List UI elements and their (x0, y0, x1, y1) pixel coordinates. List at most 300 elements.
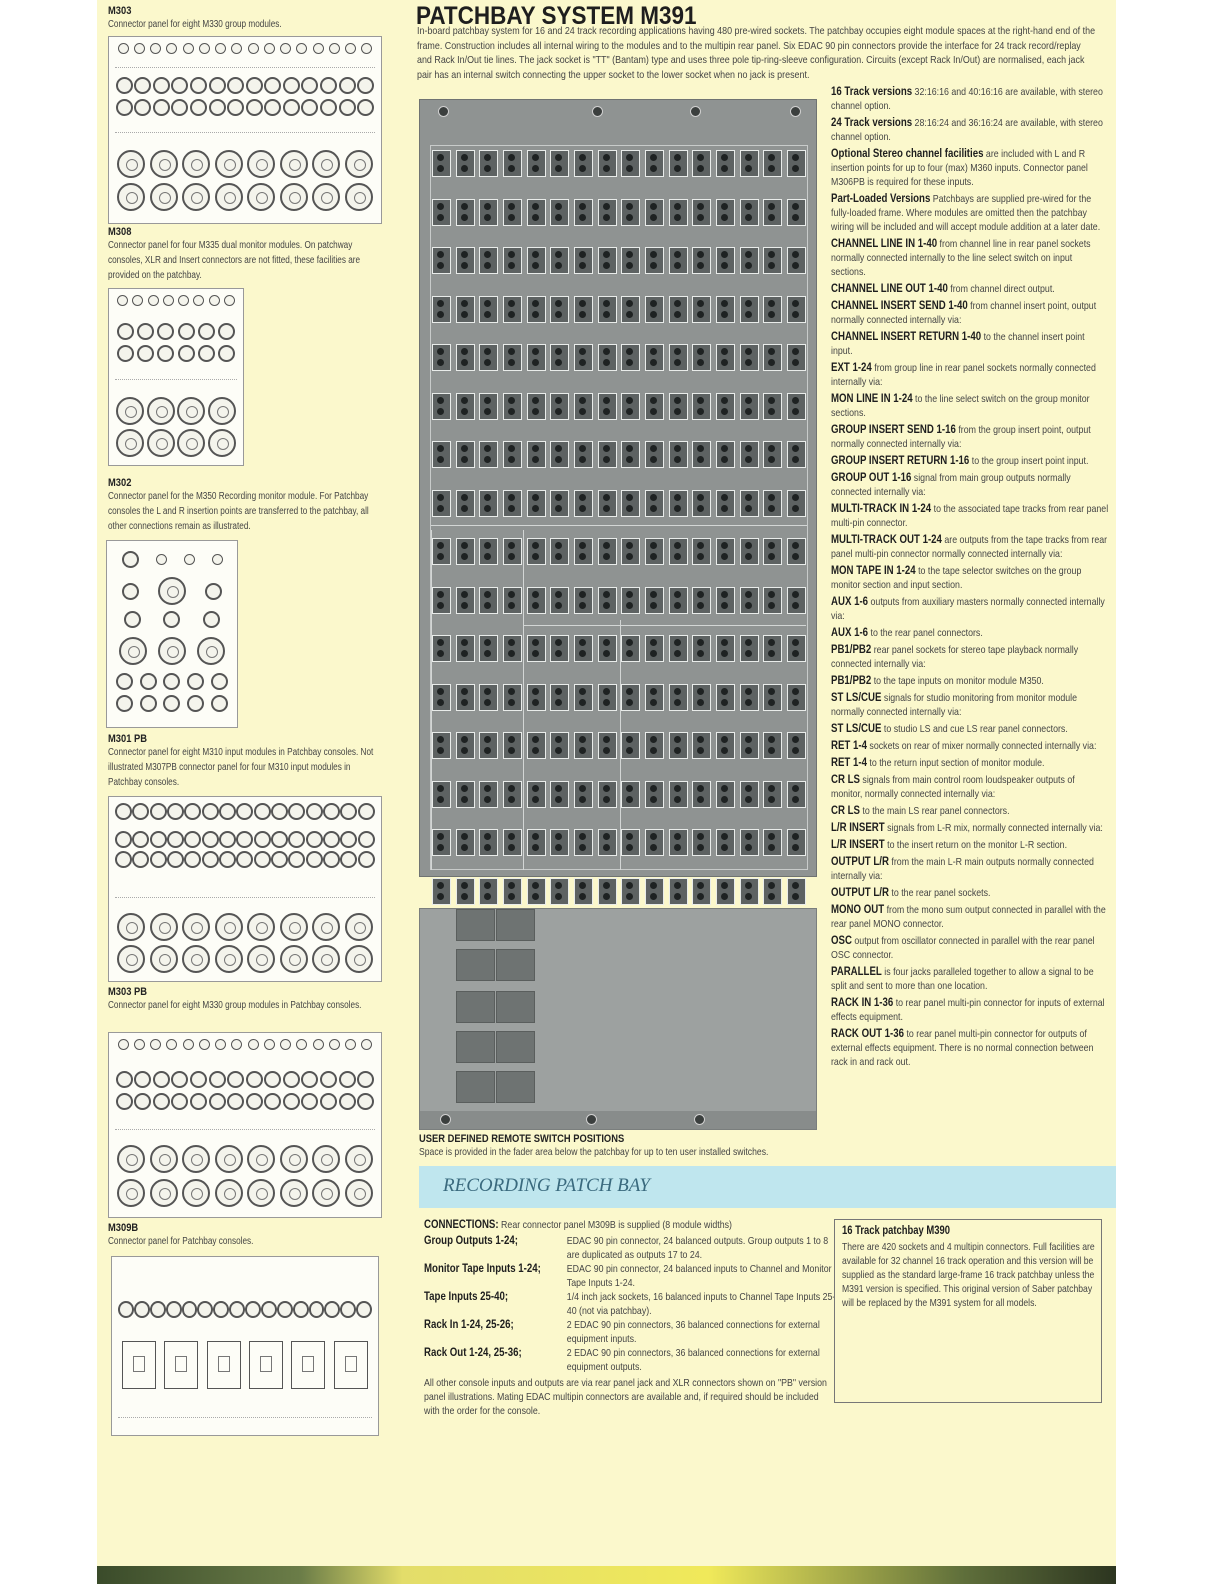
jack-row (432, 344, 806, 378)
jack-socket (716, 781, 735, 808)
jack-socket (527, 490, 546, 517)
definition-term: OUTPUT L/R (831, 856, 889, 868)
definition-item (831, 282, 1108, 296)
jack-socket (574, 829, 593, 856)
definition-text: signals from L-R mix, normally connected internally via: (887, 822, 1103, 834)
jack-socket (479, 829, 498, 856)
jack-socket (692, 150, 711, 177)
jack-socket (669, 247, 688, 274)
jack-socket (763, 878, 782, 905)
patchbay-photo (419, 99, 817, 877)
jack-socket (432, 781, 451, 808)
definition-item (831, 1027, 1108, 1069)
definition-item (831, 773, 1108, 801)
connection-label: Tape Inputs 25-40; (424, 1291, 509, 1303)
definition-term: CR LS (831, 805, 860, 817)
m301pb-block (108, 733, 380, 790)
jack-socket (787, 150, 806, 177)
definition-term: RACK IN 1-36 (831, 997, 894, 1009)
jack-socket (527, 150, 546, 177)
connection-text: 1/4 inch jack sockets, 16 balanced inputs to Channel Tape Inputs 25-40 (not via patchbay). (566, 1291, 836, 1317)
jack-socket (621, 393, 640, 420)
definition-item (831, 722, 1108, 736)
jack-socket (692, 732, 711, 759)
bottom-photo-strip (97, 1566, 1116, 1584)
jack-socket (503, 684, 522, 711)
connections-heading: CONNECTIONS: (424, 1219, 499, 1231)
jack-socket (479, 587, 498, 614)
jack-socket (787, 684, 806, 711)
jack-socket (456, 199, 475, 226)
jack-socket (598, 635, 617, 662)
jack-socket (669, 150, 688, 177)
m390-title: 16 Track patchbay M390 (842, 1225, 950, 1237)
definition-item (831, 643, 1108, 671)
definition-item (831, 838, 1108, 852)
m302-block (108, 477, 380, 534)
definitions-list (831, 85, 1108, 1072)
jack-socket (550, 732, 569, 759)
jack-socket (527, 199, 546, 226)
jack-socket (503, 878, 522, 905)
jack-row (432, 296, 806, 330)
jack-socket (740, 635, 759, 662)
jack-socket (669, 732, 688, 759)
jack-socket (550, 490, 569, 517)
connection-label: Group Outputs 1-24; (424, 1235, 518, 1247)
definition-item (831, 192, 1108, 234)
jack-socket (550, 150, 569, 177)
jack-socket (527, 538, 546, 565)
m301pb-title: M301 PB (108, 733, 147, 745)
definition-term: PARALLEL (831, 966, 882, 978)
jack-socket (432, 829, 451, 856)
jack-socket (503, 344, 522, 371)
jack-row (432, 247, 806, 281)
jack-socket (479, 247, 498, 274)
definition-text: rear panel sockets for stereo tape playback normally connected internally via: (831, 644, 1079, 670)
jack-row (432, 441, 806, 475)
jack-socket (692, 684, 711, 711)
m303-desc: Connector panel for eight M330 group modules. (108, 19, 282, 30)
jack-socket (503, 587, 522, 614)
jack-socket (479, 684, 498, 711)
jack-socket (692, 781, 711, 808)
m302-desc: Connector panel for the M350 Recording monitor module. For Patchbay consoles the L and R insertion points are transferred to the patchbay, all other connections remain as illustrated. (108, 491, 369, 532)
definition-term: L/R INSERT (831, 839, 885, 851)
definition-text: output from oscillator connected in parallel with the rear panel OSC connector. (831, 935, 1095, 961)
jack-socket (692, 538, 711, 565)
jack-socket (645, 296, 664, 323)
jack-socket (763, 829, 782, 856)
definition-item (831, 471, 1108, 499)
jack-socket (574, 490, 593, 517)
connection-text: 2 EDAC 90 pin connectors, 36 balanced connections for external equipment outputs. (566, 1347, 820, 1373)
jack-socket (456, 781, 475, 808)
definition-item (831, 996, 1108, 1024)
definition-item (831, 502, 1108, 530)
jack-socket (621, 538, 640, 565)
jack-socket (645, 441, 664, 468)
jack-socket (716, 150, 735, 177)
definition-term: CHANNEL INSERT SEND 1-40 (831, 300, 968, 312)
jack-socket (598, 829, 617, 856)
jack-socket (574, 199, 593, 226)
jack-socket (456, 296, 475, 323)
jack-socket (503, 393, 522, 420)
jack-socket (740, 150, 759, 177)
jack-socket (787, 199, 806, 226)
definition-term: GROUP INSERT RETURN 1-16 (831, 455, 970, 467)
jack-socket (645, 732, 664, 759)
connection-text: 2 EDAC 90 pin connectors, 36 balanced connections for external equipment inputs. (566, 1319, 820, 1345)
jack-socket (598, 199, 617, 226)
jack-socket (692, 344, 711, 371)
jack-socket (716, 344, 735, 371)
jack-socket (669, 878, 688, 905)
jack-socket (763, 490, 782, 517)
definition-text: Patchbays are supplied pre-wired for the fully-loaded frame. Where modules are omitted then the patchbay wiring will be included and will accept module addition at a later date. (831, 193, 1101, 233)
jack-socket (503, 538, 522, 565)
jack-socket (740, 296, 759, 323)
jack-socket (503, 781, 522, 808)
jack-socket (740, 732, 759, 759)
jack-row (432, 732, 806, 766)
jack-socket (456, 247, 475, 274)
m302-panel-drawing (106, 540, 238, 728)
jack-socket (716, 490, 735, 517)
jack-socket (692, 441, 711, 468)
definition-term: PB1/PB2 (831, 675, 872, 687)
jack-socket (598, 441, 617, 468)
jack-socket (598, 684, 617, 711)
definition-text: signals for studio monitoring from monitor module normally connected internally via: (831, 692, 1078, 718)
jack-socket (503, 441, 522, 468)
m309b-desc: Connector panel for Patchbay consoles. (108, 1236, 254, 1247)
definition-text: to the rear panel sockets. (891, 887, 991, 899)
jack-socket (432, 684, 451, 711)
connection-label: Rack Out 1-24, 25-36; (424, 1347, 522, 1359)
definition-term: AUX 1-6 (831, 627, 869, 639)
m303-xlr-row-1 (115, 150, 375, 178)
jack-socket (787, 393, 806, 420)
jack-socket (787, 781, 806, 808)
definition-text: from channel line in rear panel sockets normally connected internally to the line select switch on input sections. (831, 238, 1091, 278)
m301pb-desc: Connector panel for eight M310 input modules in Patchbay consoles. Not illustrated M307PB connector panel for four M310 input modules in Patchbay consoles. (108, 747, 374, 788)
definition-text: to the line select switch on the group monitor sections. (831, 393, 1090, 419)
jack-socket (621, 732, 640, 759)
jack-socket (645, 878, 664, 905)
definition-item (831, 674, 1108, 688)
connection-text: EDAC 90 pin connector, 24 balanced inputs to Channel and Monitor Tape Inputs 1-24. (566, 1263, 832, 1289)
definition-term: 24 Track versions (831, 117, 913, 129)
jack-socket (669, 781, 688, 808)
jack-socket (716, 684, 735, 711)
jack-socket (716, 393, 735, 420)
m303pb-title: M303 PB (108, 986, 147, 998)
jack-socket (550, 393, 569, 420)
jack-socket (621, 684, 640, 711)
jack-socket (692, 199, 711, 226)
jack-socket (432, 247, 451, 274)
jack-socket (645, 538, 664, 565)
jack-socket (550, 878, 569, 905)
jack-socket (669, 829, 688, 856)
jack-socket (598, 393, 617, 420)
jack-socket (479, 150, 498, 177)
definition-text: from the main L-R main outputs normally connected internally via: (831, 856, 1094, 882)
definition-item (831, 804, 1108, 818)
jack-socket (456, 150, 475, 177)
jack-socket (787, 344, 806, 371)
definition-term: ST LS/CUE (831, 692, 882, 704)
definition-text: to the main LS rear panel connectors. (862, 805, 1010, 817)
m303pb-panel-drawing (108, 1032, 382, 1218)
definition-item (831, 454, 1108, 468)
jack-socket (550, 199, 569, 226)
jack-socket (763, 296, 782, 323)
definition-term: 16 Track versions (831, 86, 913, 98)
definition-item (831, 965, 1108, 993)
jack-socket (716, 296, 735, 323)
definition-term: L/R INSERT (831, 822, 885, 834)
definition-term: Part-Loaded Versions (831, 193, 931, 205)
jack-socket (740, 538, 759, 565)
jack-socket (503, 635, 522, 662)
m308-title: M308 (108, 226, 132, 238)
jack-row (432, 538, 806, 572)
m308-block (108, 226, 380, 283)
definition-text: to rear panel multi-pin connector for inputs of external effects equipment. (831, 997, 1105, 1023)
jack-socket (787, 587, 806, 614)
jack-socket (669, 490, 688, 517)
jack-socket (645, 635, 664, 662)
jack-socket (740, 829, 759, 856)
remote-switch-caption-text: Space is provided in the fader area below the patchbay for up to ten user installed switches. (419, 1146, 769, 1158)
jack-socket (621, 247, 640, 274)
jack-socket (669, 199, 688, 226)
jack-socket (716, 587, 735, 614)
definition-item (831, 147, 1108, 189)
jack-socket (527, 732, 546, 759)
jack-socket (763, 150, 782, 177)
m303-title: M303 (108, 5, 132, 17)
jack-socket (621, 441, 640, 468)
jack-socket (763, 635, 782, 662)
definition-term: CR LS (831, 774, 860, 786)
jack-socket (479, 441, 498, 468)
jack-socket (456, 829, 475, 856)
definition-term: RET 1-4 (831, 740, 867, 752)
jack-socket (740, 199, 759, 226)
jack-socket (456, 393, 475, 420)
definition-text: to the associated tape tracks from rear panel multi-pin connector. (831, 503, 1109, 529)
jack-socket (550, 684, 569, 711)
jack-socket (432, 199, 451, 226)
connection-row (424, 1346, 836, 1374)
definition-item (831, 934, 1108, 962)
jack-socket (669, 635, 688, 662)
m303-panel-drawing (108, 36, 382, 224)
jack-socket (692, 296, 711, 323)
jack-socket (740, 393, 759, 420)
jack-socket (550, 635, 569, 662)
definition-text: to rear panel multi-pin connector for outputs of external effects equipment. There is no normal connection between rack in and rack out. (831, 1028, 1094, 1068)
jack-socket (787, 247, 806, 274)
jack-socket (621, 781, 640, 808)
jack-row (432, 393, 806, 427)
definition-text: to studio LS and cue LS rear panel connectors. (883, 723, 1068, 735)
jack-socket (669, 393, 688, 420)
jack-socket (621, 829, 640, 856)
jack-socket (432, 878, 451, 905)
definition-item (831, 116, 1108, 144)
jack-socket (550, 781, 569, 808)
definition-term: OSC (831, 935, 852, 947)
jack-socket (432, 441, 451, 468)
jack-socket (527, 587, 546, 614)
jack-row (432, 199, 806, 233)
definition-term: AUX 1-6 (831, 596, 869, 608)
definition-item (831, 739, 1108, 753)
definition-term: GROUP OUT 1-16 (831, 472, 912, 484)
jack-row (432, 684, 806, 718)
m303-jack-row-2 (115, 99, 375, 116)
jack-socket (574, 296, 593, 323)
jack-socket (598, 150, 617, 177)
definition-item (831, 237, 1108, 279)
intro-paragraph: In-board patchbay system for 16 and 24 track recording applications having 480 pre-wired sockets. The patchbay occupies eight module spaces at the right-hand end of the frame. Construction includes all internal wiring to the modules and to the multipin rear panel. Six EDAC 90 pin connectors provide the interface for 24 track record/replay and Rack In/Out tie lines. The jack socket is "TT" (Bantam) type and uses three pole tip-ring-sleeve configuration. Circuits (except Rack In/Out) are normalised, each jack pair has an internal switch connecting the upper socket to the lower socket when no jack is present. (417, 25, 1096, 81)
jack-socket (716, 441, 735, 468)
jack-socket (716, 878, 735, 905)
jack-socket (645, 393, 664, 420)
jack-socket (456, 441, 475, 468)
definition-item (831, 392, 1108, 420)
jack-socket (503, 150, 522, 177)
jack-socket (479, 538, 498, 565)
connection-label: Monitor Tape Inputs 1-24; (424, 1263, 541, 1275)
definition-term: MON TAPE IN 1-24 (831, 565, 916, 577)
jack-socket (527, 296, 546, 323)
jack-socket (787, 296, 806, 323)
connection-row (424, 1290, 836, 1318)
jack-socket (740, 781, 759, 808)
definition-item (831, 330, 1108, 358)
jack-socket (503, 199, 522, 226)
m309b-title: M309B (108, 1222, 139, 1234)
m301pb-panel-drawing (108, 796, 382, 982)
definition-item (831, 886, 1108, 900)
definition-text: to the tape inputs on monitor module M350. (873, 675, 1044, 687)
definition-text: is four jacks paralleled together to allow a signal to be split and sent to more than one location. (831, 966, 1094, 992)
jack-socket (432, 538, 451, 565)
jack-socket (503, 829, 522, 856)
jack-socket (550, 441, 569, 468)
connection-text: EDAC 90 pin connector, 24 balanced outputs. Group outputs 1 to 8 are duplicated as outputs 17 to 24. (566, 1235, 829, 1261)
definition-text: signal from main group outputs normally connected internally via: (831, 472, 1071, 498)
jack-row (432, 781, 806, 815)
jack-socket (574, 247, 593, 274)
jack-socket (432, 150, 451, 177)
jack-row (432, 490, 806, 524)
jack-socket (763, 587, 782, 614)
jack-socket (621, 878, 640, 905)
jack-socket (574, 150, 593, 177)
jack-socket (621, 587, 640, 614)
jack-socket (692, 393, 711, 420)
jack-socket (669, 684, 688, 711)
jack-socket (479, 732, 498, 759)
definition-item (831, 564, 1108, 592)
jack-socket (550, 344, 569, 371)
m303-jack-row-1 (115, 77, 375, 94)
jack-socket (527, 441, 546, 468)
jack-socket (432, 587, 451, 614)
jack-socket (550, 538, 569, 565)
definition-item (831, 299, 1108, 327)
connection-row (424, 1234, 836, 1262)
connection-row (424, 1262, 836, 1290)
jack-socket (787, 441, 806, 468)
jack-socket (503, 490, 522, 517)
m303-block (108, 5, 380, 32)
definition-item (831, 821, 1108, 835)
definition-term: OUTPUT L/R (831, 887, 889, 899)
definition-term: Optional Stereo channel facilities (831, 148, 984, 160)
jack-socket (479, 878, 498, 905)
connections-section (424, 1218, 836, 1418)
jack-socket (763, 684, 782, 711)
m308-desc: Connector panel for four M335 dual monitor modules. On patchway consoles, XLR and Insert connectors are not fitted, these facilities are provided on the patchbay. (108, 240, 361, 281)
jack-row (432, 587, 806, 621)
jack-socket (456, 490, 475, 517)
jack-socket (574, 635, 593, 662)
jack-row (432, 150, 806, 184)
jack-socket (716, 247, 735, 274)
jack-socket (645, 344, 664, 371)
jack-socket (645, 490, 664, 517)
jack-socket (740, 247, 759, 274)
definition-item (831, 903, 1108, 931)
definition-item (831, 85, 1108, 113)
m309b-block (108, 1222, 380, 1249)
definition-text: from channel insert point, output normally connected internally via: (831, 300, 1097, 326)
jack-socket (574, 878, 593, 905)
jack-socket (621, 296, 640, 323)
definition-term: RET 1-4 (831, 757, 867, 769)
jack-socket (692, 878, 711, 905)
connections-table (424, 1234, 836, 1374)
jack-socket (787, 635, 806, 662)
jack-socket (621, 344, 640, 371)
jack-socket (574, 732, 593, 759)
jack-socket (550, 829, 569, 856)
jack-socket (621, 199, 640, 226)
jack-socket (598, 344, 617, 371)
definition-text: are included with L and R insertion points for up to four (max) M360 inputs. Connector panel M306PB is required for these inputs. (831, 148, 1088, 188)
m303-xlr-row-2 (115, 183, 375, 211)
remote-switch-photo (419, 908, 817, 1130)
m303pb-block (108, 986, 380, 1013)
m308-panel-drawing (108, 288, 244, 466)
banner-title: RECORDING PATCH BAY (443, 1175, 650, 1196)
jack-socket (692, 587, 711, 614)
definition-text: 32:16:16 and 40:16:16 are available, with stereo channel option. (831, 86, 1103, 112)
jack-socket (716, 538, 735, 565)
jack-socket (787, 490, 806, 517)
jack-socket (479, 344, 498, 371)
jack-socket (645, 781, 664, 808)
